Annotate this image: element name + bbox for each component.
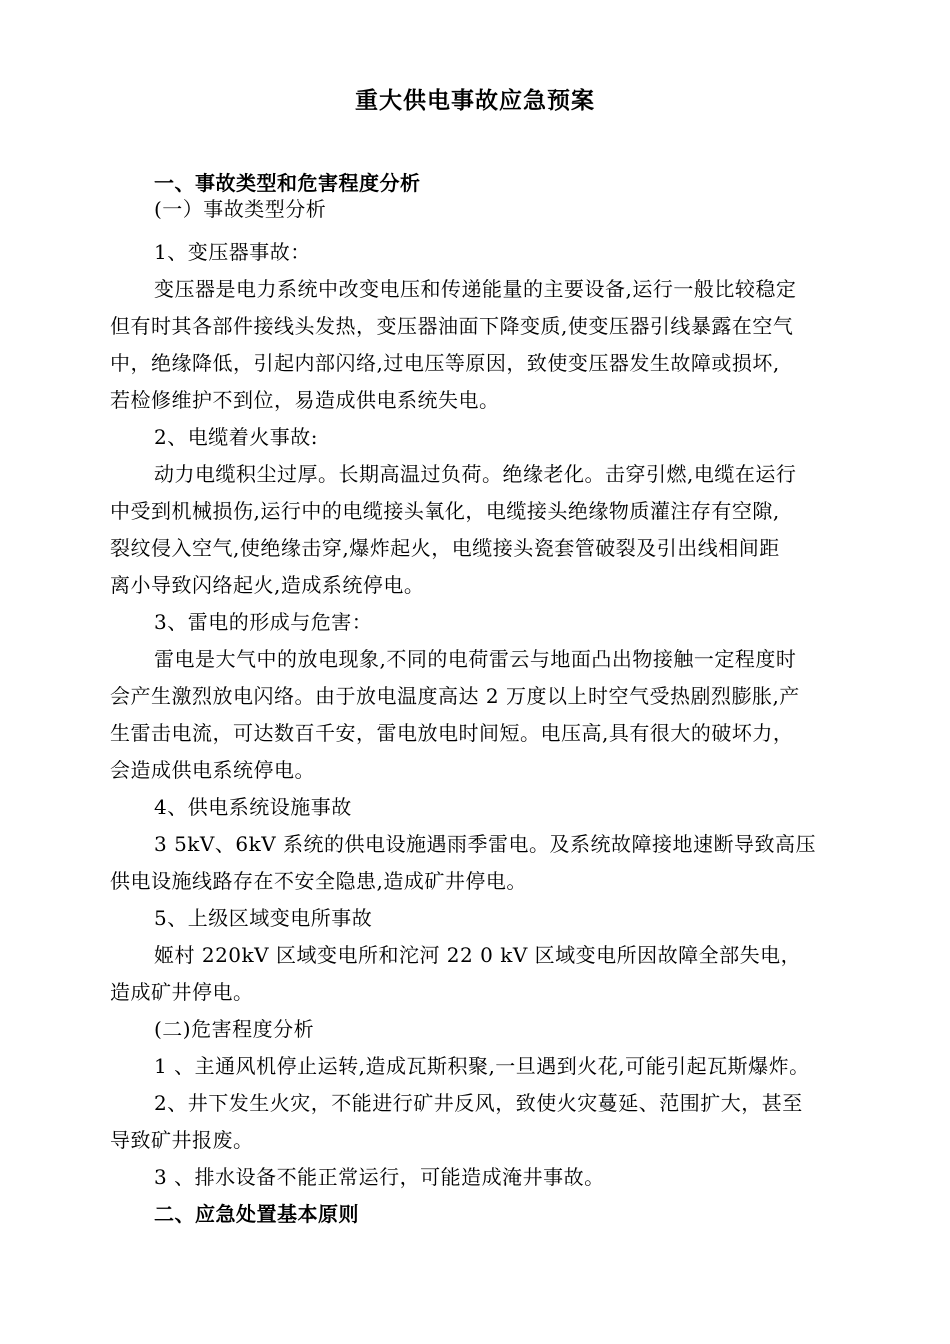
item-title-2: 2、电缆着火事故:	[154, 425, 318, 449]
paragraph-line: 2、井下发生火灾，不能进行矿井反风，致使火灾蔓延、范围扩大，甚至	[154, 1091, 803, 1115]
document-body	[110, 170, 870, 1233]
paragraph-line: 造成矿井停电。	[110, 980, 254, 1004]
paragraph-line: 生雷击电流，可达数百千安，雷电放电时间短。电压高,具有很大的破坏力，	[110, 721, 794, 745]
paragraph-line: 离小导致闪络起火,造成系统停电。	[110, 573, 425, 597]
paragraph-line: 姬村 220kV 区域变电所和沱河 22 0 kV 区域变电所因故障全部失电，	[154, 943, 802, 967]
document-title: 重大供电事故应急预案	[355, 88, 595, 114]
paragraph-line: 3 、排水设备不能正常运行，可能造成淹井事故。	[154, 1165, 605, 1189]
paragraph-line: 动力电缆积尘过厚。长期高温过负荷。绝缘老化。击穿引燃,电缆在运行	[154, 462, 797, 486]
paragraph-line: 导致矿井报废。	[110, 1128, 254, 1152]
paragraph-line: 会产生激烈放电闪络。由于放电温度高达 2 万度以上时空气受热剧烈膨胀,产	[110, 684, 800, 708]
paragraph-line: 3 5kV、6kV 系统的供电设施遇雨季雷电。及系统故障接地速断导致高压	[154, 832, 817, 856]
paragraph-line: 雷电是大气中的放电现象,不同的电荷雷云与地面凸出物接触一定程度时	[154, 647, 797, 671]
item-title-1: 1、变压器事故：	[154, 240, 311, 264]
paragraph-line: 若检修维护不到位，易造成供电系统失电。	[110, 388, 500, 412]
paragraph-line: 供电设施线路存在不安全隐患,造成矿井停电。	[110, 869, 527, 893]
section-heading-2: 二、应急处置基本原则	[154, 1202, 359, 1226]
item-title-5: 5、上级区域变电所事故	[154, 906, 373, 930]
subsection-heading-1: (一）事故类型分析	[154, 197, 327, 221]
section-heading-1: 一、事故类型和危害程度分析	[154, 171, 421, 195]
paragraph-line: 中，绝缘降低，引起内部闪络,过电压等原因，致使变压器发生故障或损坏,	[110, 351, 780, 375]
item-title-3: 3、雷电的形成与危害：	[154, 610, 373, 634]
paragraph-line: 但有时其各部件接线头发热，变压器油面下降变质,使变压器引线暴露在空气	[110, 314, 794, 338]
paragraph-line: 裂纹侵入空气,使绝缘击穿,爆炸起火，电缆接头瓷套管破裂及引出线相间距	[110, 536, 780, 560]
paragraph-line: 变压器是电力系统中改变电压和传递能量的主要设备,运行一般比较稳定	[154, 277, 797, 301]
paragraph-line: 会造成供电系统停电。	[110, 758, 315, 782]
subsection-heading-2: (二)危害程度分析	[154, 1017, 315, 1041]
paragraph-line: 中受到机械损伤,运行中的电缆接头氧化，电缆接头绝缘物质灌注存有空隙,	[110, 499, 780, 523]
item-title-4: 4、供电系统设施事故	[154, 795, 352, 819]
paragraph-line: 1 、主通风机停止运转,造成瓦斯积聚,一旦遇到火花,可能引起瓦斯爆炸。	[154, 1054, 810, 1078]
